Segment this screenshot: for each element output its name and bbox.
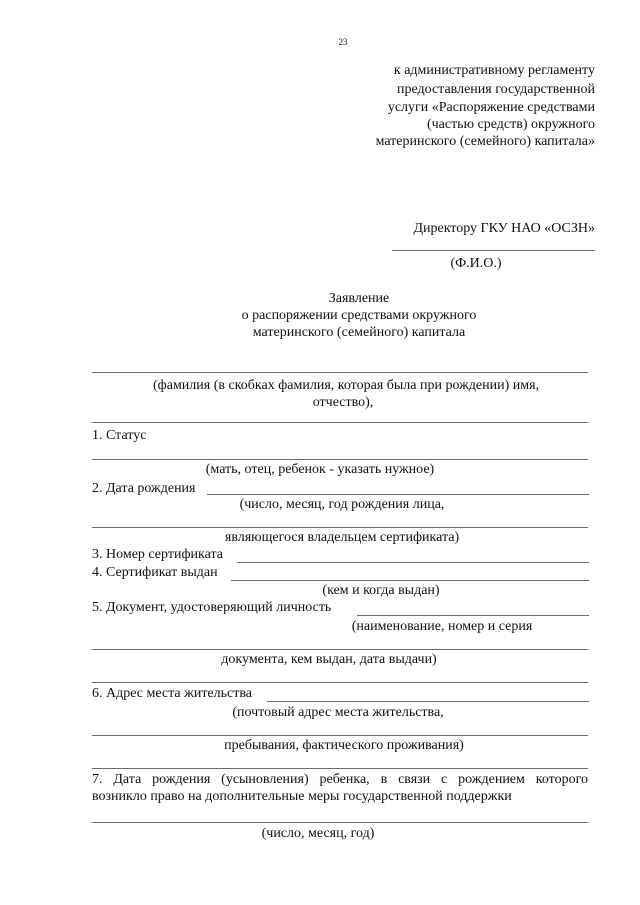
id-document-hint: (наименование, номер и серия: [351, 619, 533, 634]
fio-caption: (Ф.И.О.): [450, 256, 502, 271]
status-label: 1. Статус: [92, 428, 147, 443]
address-line[interactable]: [92, 735, 588, 736]
status-line[interactable]: [92, 459, 588, 460]
cert-number-label: 3. Номер сертификата: [92, 547, 223, 562]
birth-date-hint: являющегося владельцем сертификата): [224, 530, 460, 545]
child-birth-text: 7. Дата рождения (усыновления) ребенка, в связи с рождением которого: [92, 772, 588, 787]
id-document-line[interactable]: [92, 649, 588, 650]
cert-issued-hint: (кем и когда выдан): [322, 583, 440, 598]
address-line[interactable]: [92, 768, 588, 769]
birth-date-line[interactable]: [92, 527, 588, 528]
header-line: (частью средств) окружного: [426, 117, 595, 132]
cert-issued-line[interactable]: [231, 580, 589, 581]
name-hint: (фамилия (в скобках фамилия, которая была при рождении) имя,: [153, 378, 540, 393]
name-hint: отчество),: [312, 395, 374, 410]
title-line: материнского (семейного) капитала: [252, 325, 466, 340]
title-line: Заявление: [328, 291, 390, 306]
child-birth-text: возникло право на дополнительные меры государственной поддержки: [92, 789, 512, 804]
address-hint: пребывания, фактического проживания): [224, 738, 464, 753]
birth-date-line[interactable]: [207, 494, 589, 495]
id-document-line[interactable]: [357, 615, 589, 616]
id-document-hint: документа, кем выдан, дата выдачи): [221, 652, 437, 667]
applicant-name-line[interactable]: [92, 422, 588, 423]
id-document-line[interactable]: [92, 682, 588, 683]
child-birth-hint: (число, месяц, год): [261, 826, 375, 841]
cert-number-line[interactable]: [237, 562, 589, 563]
page-number: 23: [338, 37, 348, 47]
address-hint: (почтовый адрес места жительства,: [232, 705, 444, 720]
birth-date-hint: (число, месяц, год рождения лица,: [239, 497, 445, 512]
header-line: к административному регламенту: [393, 63, 595, 78]
birth-date-label: 2. Дата рождения: [92, 481, 196, 496]
header-line: услуги «Распоряжение средствами: [387, 100, 595, 115]
title-line: о распоряжении средствами окружного: [241, 308, 477, 323]
applicant-name-line[interactable]: [92, 372, 588, 373]
status-hint: (мать, отец, ребенок - указать нужное): [205, 462, 435, 477]
cert-issued-label: 4. Сертификат выдан: [92, 565, 218, 580]
header-line: предоставления государственной: [396, 82, 595, 97]
fio-line[interactable]: [392, 250, 595, 251]
address-line[interactable]: [267, 701, 589, 702]
header-line: материнского (семейного) капитала»: [375, 134, 595, 149]
addressee-director: Директору ГКУ НАО «ОСЗН»: [413, 221, 595, 236]
address-label: 6. Адрес места жительства: [92, 686, 252, 701]
id-document-label: 5. Документ, удостоверяющий личность: [92, 600, 332, 615]
child-birth-line[interactable]: [92, 822, 588, 823]
